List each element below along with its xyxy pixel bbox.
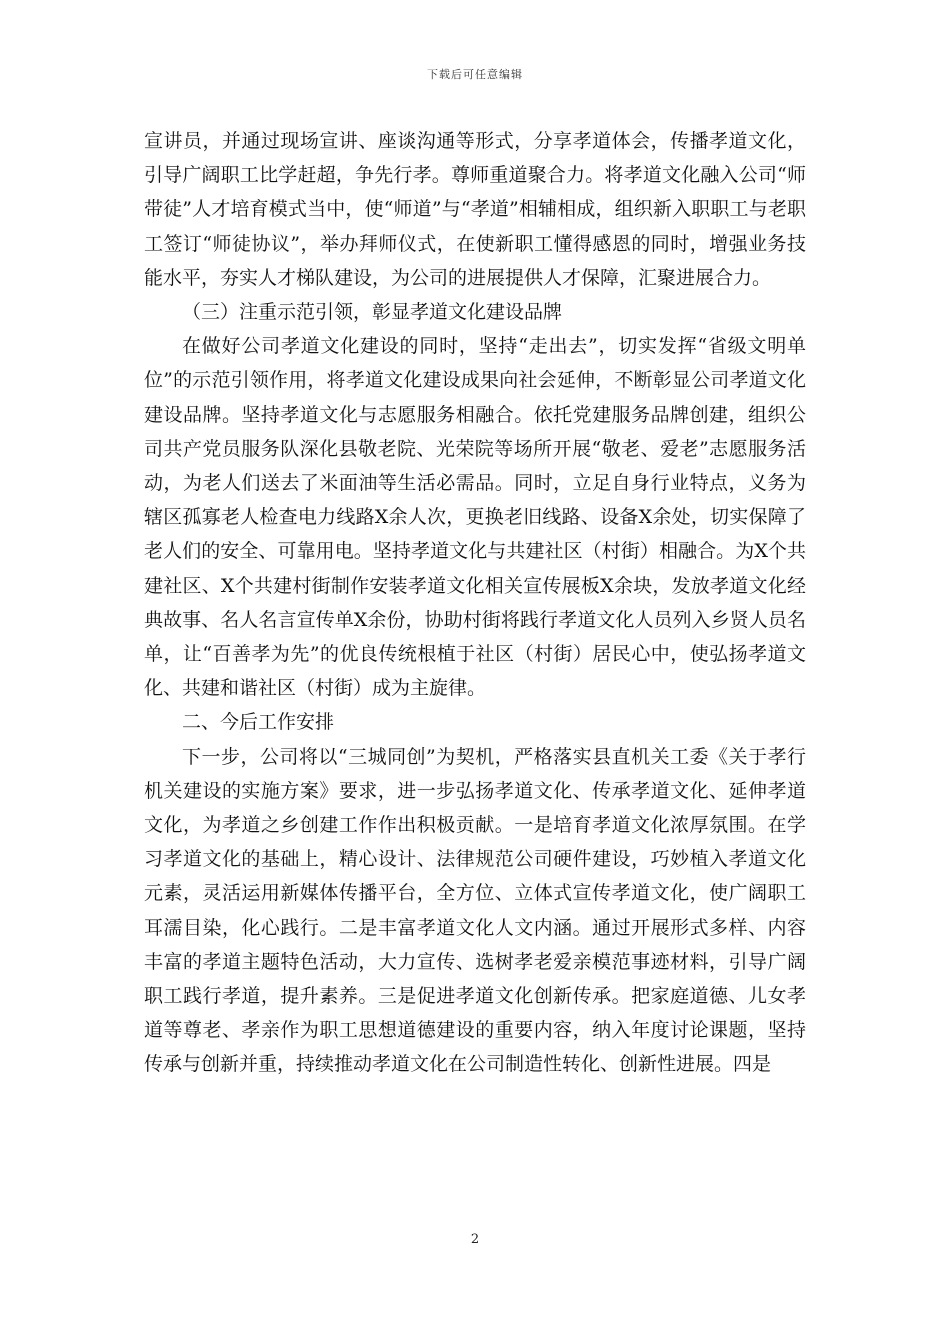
header-note: 下载后可任意编辑 (427, 68, 523, 81)
page-number: 2 (470, 1232, 480, 1247)
paragraph-continued: 宣讲员，并通过现场宣讲、座谈沟通等形式，分享孝道体会，传播孝道文化，引导广阔职工比学赶超，争先行孝。尊师重道聚合力。将孝道文化融入公司“师带徒”人才培育模式当中，使“师道”与“孝道”相辅相成，组织新入职职工与老职工签订“师徒协议”，举办拜师仪式，在使新职工懂得感恩的同时，增强业务技能水平，夯实人才梯队建设，为公司的进展提供人才保障，汇聚进展合力。 (144, 130, 806, 289)
paragraph-body: 下一步，公司将以“三城同创”为契机，严格落实县直机关工委《关于孝行机关建设的实施方案》要求，进一步弘扬孝道文化、传承孝道文化、延伸孝道文化，为孝道之乡创建工作作出积极贡献。一是培育孝道文化浓厚氛围。在学习孝道文化的基础上，精心设计、法律规范公司硬件建设，巧妙植入孝道文化元素，灵活运用新媒体传播平台，全方位、立体式宣传孝道文化，使广阔职工耳濡目染，化心践行。二是丰富孝道文化人文内涵。通过开展形式多样、内容丰富的孝道主题特色活动，大力宣传、选树孝老爱亲模范事迹材料，引导广阔职工践行孝道，提升素养。三是促进孝道文化创新传承。把家庭道德、儿女孝道等尊老、孝亲作为职工思想道德建设的重要内容，纳入年度讨论课题，坚持传承与创新并重，持续推动孝道文化在公司制造性转化、创新性进展。四是 (144, 745, 806, 1076)
section-heading-3: （三）注重示范引领，彰显孝道文化建设品牌 (182, 301, 563, 324)
document-body (144, 124, 806, 1082)
paragraph-body: 在做好公司孝道文化建设的同时，坚持“走出去”，切实发挥“省级文明单位”的示范引领作用，将孝道文化建设成果向社会延伸，不断彰显公司孝道文化建设品牌。坚持孝道文化与志愿服务相融合。依托党建服务品牌创建，组织公司共产党员服务队深化县敬老院、光荣院等场所开展“敬老、爱老”志愿服务活动，为老人们送去了米面油等生活必需品。同时，立足自身行业特点，义务为辖区孤寡老人检查电力线路X余人次，更换老旧线路、设备X余处，切实保障了老人们的安全、可靠用电。坚持孝道文化与共建社区（村街）相融合。为X个共建社区、X个共建村街制作安装孝道文化相关宣传展板X余块，发放孝道文化经典故事、名人名言宣传单X余份，协助村街将践行孝道文化人员列入乡贤人员名单，让“百善孝为先”的优良传统根植于社区（村街）居民心中，使弘扬孝道文化、共建和谐社区（村街）成为主旋律。 (144, 335, 806, 700)
section-heading-2: 二、今后工作安排 (182, 711, 335, 734)
